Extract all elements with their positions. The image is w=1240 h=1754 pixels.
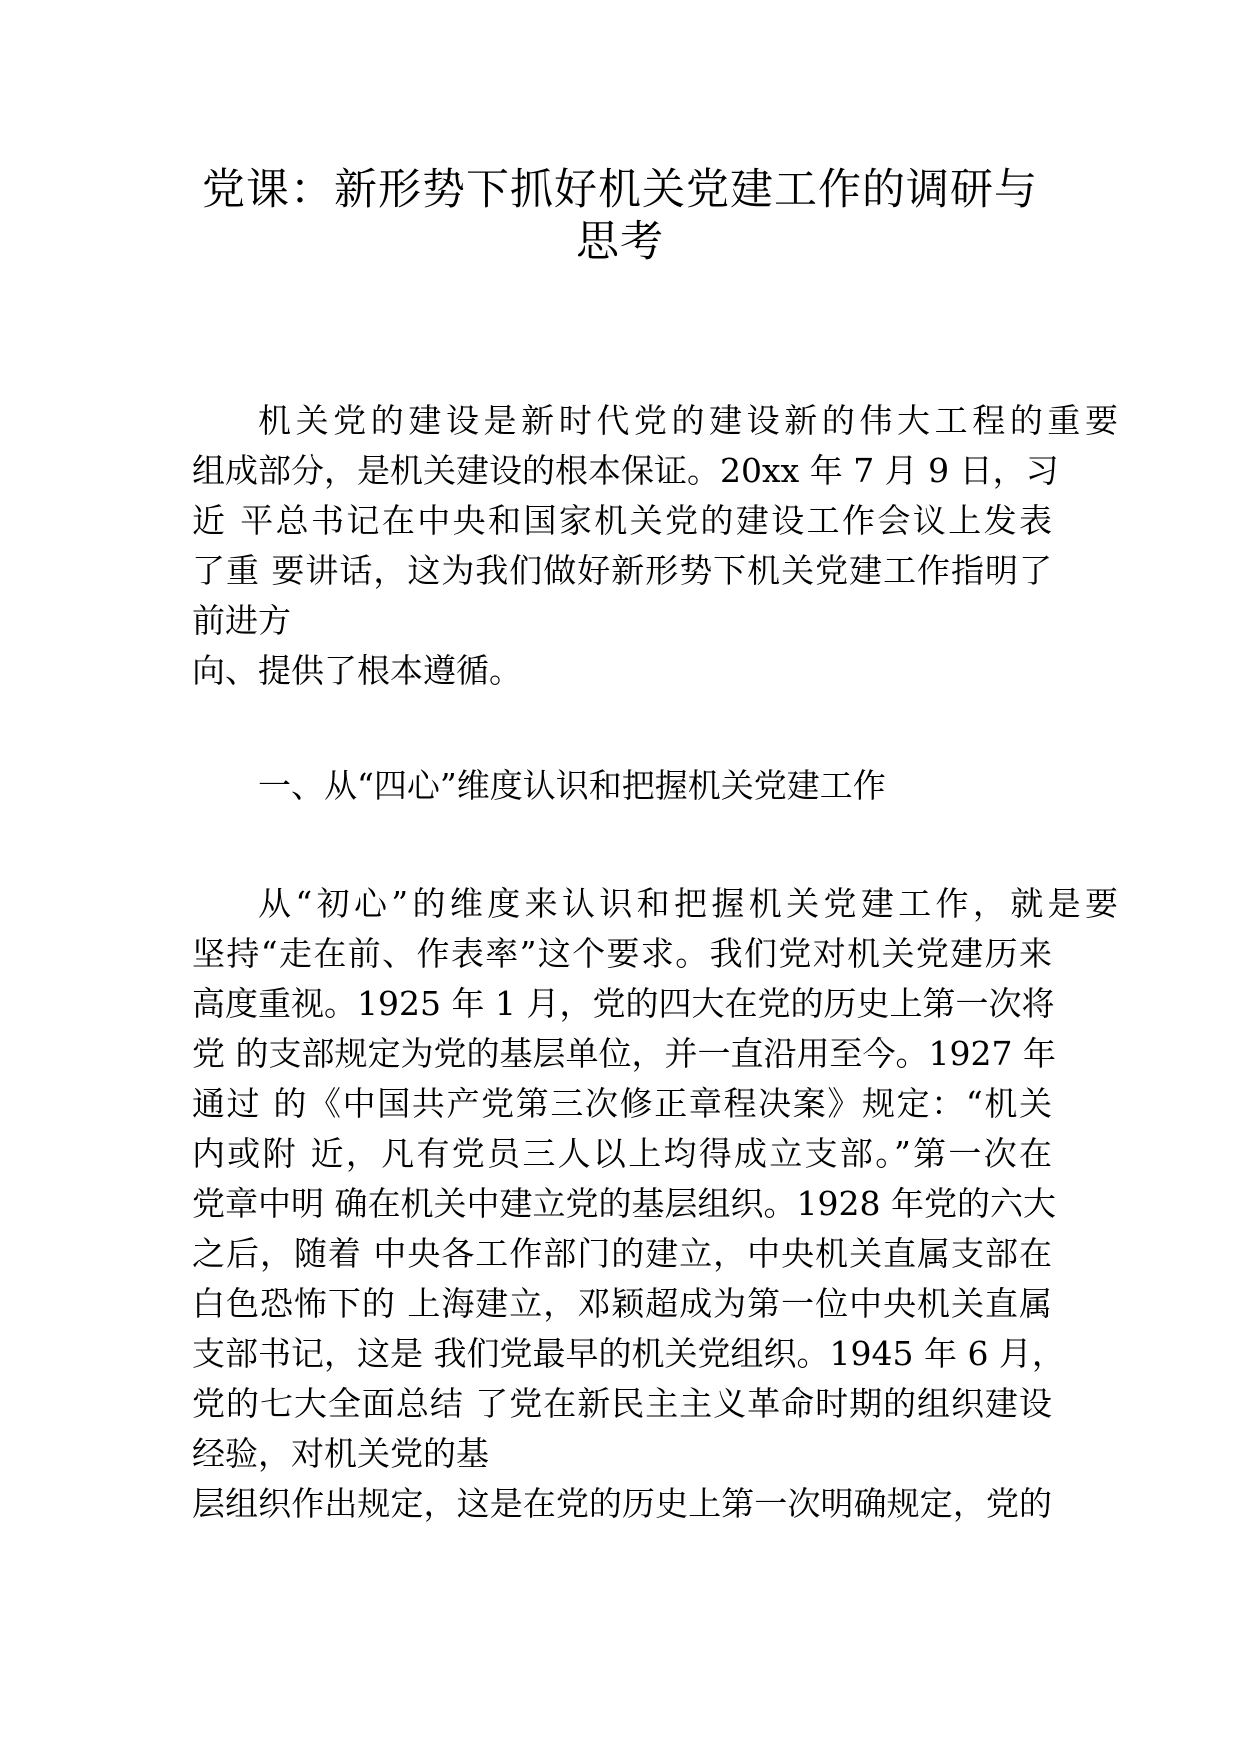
paragraph-1-line-6: 向、提供了根本遵循。	[192, 651, 522, 690]
paragraph-2-line-5: 通过 的《中国共产党第三次修正章程决案》规定：“机关	[192, 1084, 1052, 1123]
paragraph-2-line-8: 之后，随着 中央各工作部门的建立，中央机关直属支部在	[192, 1234, 1052, 1273]
paragraph-2-line-11: 党的七大全面总结 了党在新民主主义革命时期的组织建设	[192, 1384, 1052, 1423]
paragraph-1-line-5: 前进方	[192, 601, 291, 640]
paragraph-2-line-12: 经验，对机关党的基	[192, 1434, 489, 1473]
paragraph-2-line-10: 支部书记，这是 我们党最早的机关党组织。1945 年 6 月，	[192, 1334, 1065, 1373]
paragraph-2-line-9: 白色恐怖下的 上海建立，邓颖超成为第一位中央机关直属	[192, 1284, 1052, 1323]
paragraph-1-line-3: 近 平总书记在中央和国家机关党的建设工作会议上发表	[192, 501, 1052, 540]
paragraph-2-line-7: 党章中明 确在机关中建立党的基层组织。1928 年党的六大	[192, 1184, 1056, 1223]
paragraph-2-line-3: 高度重视。1925 年 1 月，党的四大在党的历史上第一次将	[192, 984, 1055, 1023]
document-title-line-1: 党课：新形势下抓好机关党建工作的调研与	[202, 165, 1038, 215]
paragraph-2-line-13: 层组织作出规定，这是在党的历史上第一次明确规定，党的	[192, 1484, 1052, 1523]
section-heading-1: 一、从“四心”维度认识和把握机关党建工作	[258, 766, 886, 805]
paragraph-2-line-4: 党 的支部规定为党的基层单位，并一直沿用至今。1927 年	[192, 1034, 1056, 1073]
document-title-line-2: 思考	[576, 217, 664, 267]
paragraph-1-line-4: 了重 要讲话，这为我们做好新形势下机关党建工作指明了	[192, 551, 1052, 590]
paragraph-2-line-2: 坚持“走在前、作表率”这个要求。我们党对机关党建历来	[192, 934, 1052, 973]
paragraph-1-line-2: 组成部分，是机关建设的根本保证。20xx 年 7 月 9 日，习	[192, 451, 1059, 490]
paragraph-2-line-6: 内或附 近，凡有党员三人以上均得成立支部。”第一次在	[192, 1134, 1052, 1173]
paragraph-2-line-1: 从“初心”的维度来认识和把握机关党建工作，就是要	[258, 884, 1118, 923]
paragraph-1-line-1: 机关党的建设是新时代党的建设新的伟大工程的重要	[258, 401, 1118, 440]
